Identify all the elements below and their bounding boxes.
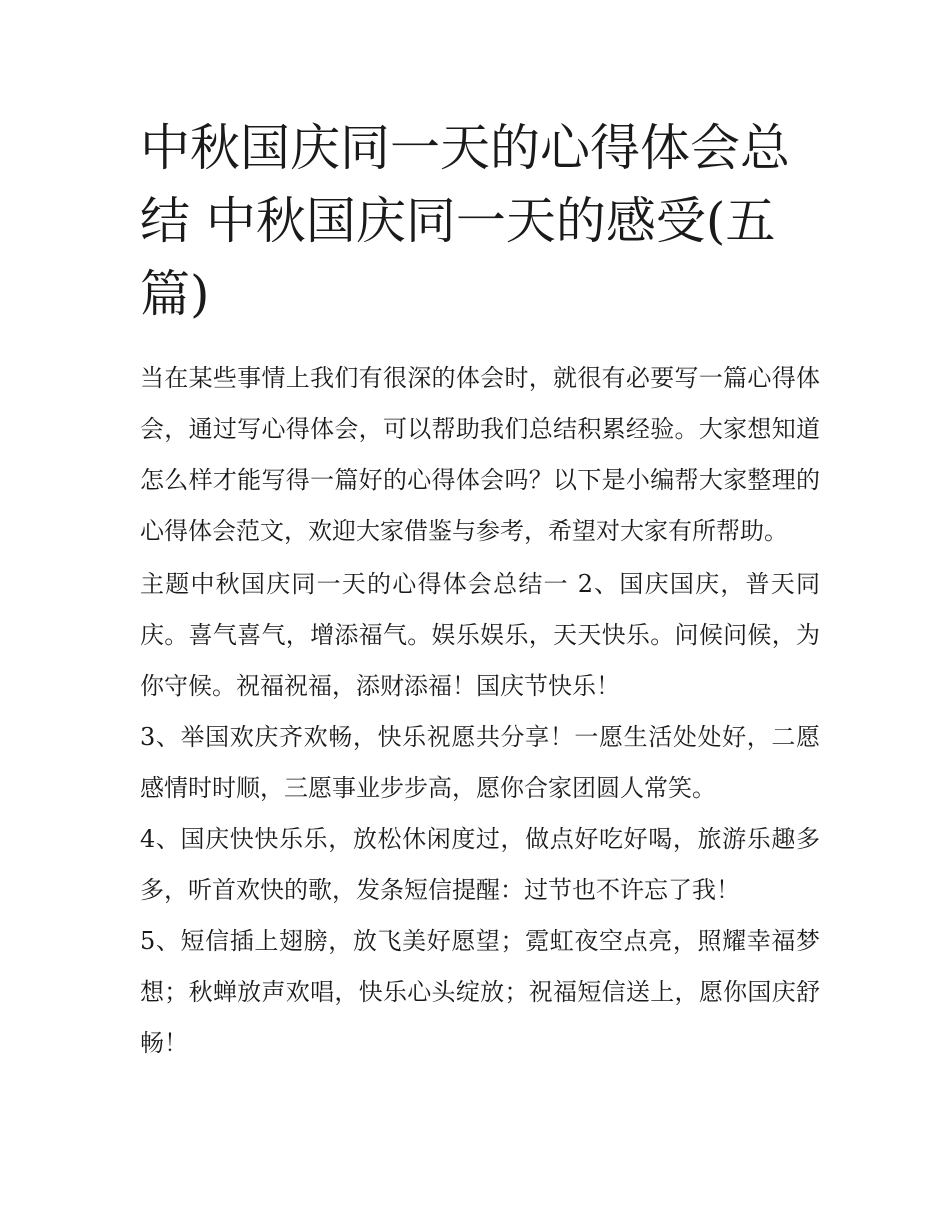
body-paragraph: 3、举国欢庆齐欢畅，快乐祝愿共分享！一愿生活处处好，二愿感情时时顺，三愿事业步步高，愿你合家团圆人常笑。 xyxy=(140,723,820,802)
body-paragraph: 5、短信插上翅膀，放飞美好愿望；霓虹夜空点亮，照耀幸福梦想；秋蝉放声欢唱，快乐心头绽放；祝福短信送上，愿你国庆舒畅！ xyxy=(140,927,820,1057)
intro-paragraph: 当在某些事情上我们有很深的体会时，就很有必要写一篇心得体会，通过写心得体会，可以帮助我们总结积累经验。大家想知道怎么样才能写得一篇好的心得体会吗？以下是小编帮大家整理的心得体会范文，欢迎大家借鉴与参考，希望对大家有所帮助。 xyxy=(140,364,820,545)
body-paragraph: 4、国庆快快乐乐，放松休闲度过，做点好吃好喝，旅游乐趣多多，听首欢快的歌，发条短信提醒：过节也不许忘了我！ xyxy=(140,825,820,904)
document-title: 中秋国庆同一天的心得体会总结 中秋国庆同一天的感受(五篇) xyxy=(140,119,790,323)
document-page xyxy=(140,112,820,1069)
body-paragraph: 主题中秋国庆同一天的心得体会总结一 2、国庆国庆，普天同庆。喜气喜气，增添福气。娱乐娱乐，天天快乐。问候问候，为你守候。祝福祝福，添财添福！国庆节快乐！ xyxy=(140,570,820,700)
